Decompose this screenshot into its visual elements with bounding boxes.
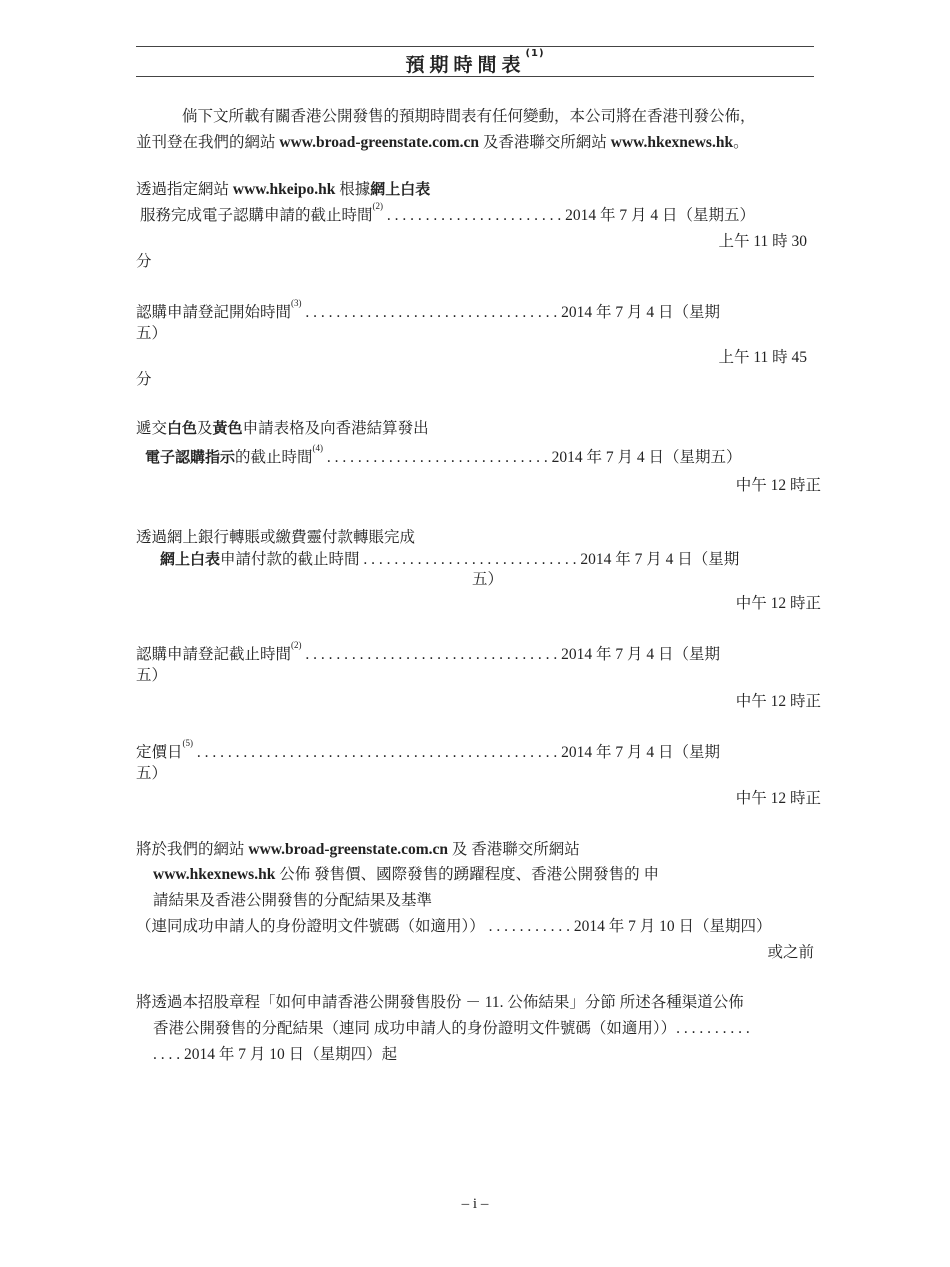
dot-leader: . . . . . . . . . . . . . . . . . . . . . . . xyxy=(383,207,566,224)
entry-3-time: 中午 12 時正 xyxy=(735,595,821,612)
entry-6-date: 2014 年 7 月 10 日（星期四） xyxy=(573,918,772,935)
entry-6-line-4: （連同成功申請人的身份證明文件號碼（如適用）） . . . . . . . . . . . 2014 年 7 月 10 日（星期四） xyxy=(136,918,772,935)
entry-2-time: 中午 12 時正 xyxy=(735,477,821,494)
entry-0-heading: 透過指定網站 www.hkeipo.hk 根據網上白表 xyxy=(136,180,431,198)
dot-leader: . . . . . . . . . . . . . . . . . . . . . . . . . . . . xyxy=(359,551,581,568)
entry-3-heading: 透過網上銀行轉賬或繳費靈付款轉賬完成 xyxy=(136,529,416,546)
dot-leader: . . . . . . . . . . . . . . . . . . . . . . . . . . . . . . . . . . . . . . . . . . . . . . . xyxy=(193,744,562,761)
entry-2-heading: 遞交白色及黃色申請表格及向香港結算發出 xyxy=(136,419,429,437)
entry-6-time: 或之前 xyxy=(767,944,814,961)
entry-7-line-3: . . . . 2014 年 7 月 10 日（星期四）起 xyxy=(153,1046,398,1063)
entry-4-date-wrap: 五） xyxy=(136,667,168,684)
entry-0-line: 服務完成電子認購申請的截止時間$^{(2)}$ . . . . . . . . . . . . . . . . . . . . . . . 2014 年 7 月 4 日（星期五） xyxy=(140,201,756,224)
entry-4-line: 認購申請登記截止時間$^{(2)}$ . . . . . . . . . . . . . . . . . . . . . . . . . . . . . . . . . 2014 年 7 月 4 日（星期 xyxy=(136,640,721,663)
entry-5-time: 中午 12 時正 xyxy=(735,790,821,807)
company-website-link-2[interactable]: www.broad-greenstate.com.cn xyxy=(248,841,448,858)
hkex-website-link[interactable]: www.hkexnews.hk xyxy=(610,134,734,151)
page-title: 預期時間表$^{(1)}$ xyxy=(405,48,545,76)
entry-1-date-wrap: 五） xyxy=(136,325,168,342)
dot-leader: . . . . . . . . . . . xyxy=(484,918,574,935)
entry-2-line: 電子認購指示的截止時間$^{(4)}$ . . . . . . . . . . . . . . . . . . . . . . . . . . . . . 2014 年 7 月 4 日（星期五） xyxy=(145,443,742,466)
hkeipo-website-link[interactable]: www.hkeipo.hk xyxy=(232,181,336,198)
intro-line-2: 並刊登在我們的網站 www.broad-greenstate.com.cn 及香港聯交所網站 www.hkexnews.hk。 xyxy=(136,134,749,151)
title-underline-rule xyxy=(136,76,814,77)
entry-1-time-wrap: 分 xyxy=(136,371,152,388)
entry-1-time: 上午 11 時 45 xyxy=(718,349,807,366)
entry-2-date: 2014 年 7 月 4 日（星期五） xyxy=(551,449,742,466)
entry-6-line-2: www.hkexnews.hk 公佈 發售價、國際發售的踴躍程度、香港公開發售的 申 xyxy=(153,866,659,883)
company-website-link[interactable]: www.broad-greenstate.com.cn xyxy=(279,134,479,151)
entry-3-date: 2014 年 7 月 4 日（星期 xyxy=(580,551,740,568)
dot-leader: . . . . . . . . . . . . . . . . . . . . . . . . . . . . . xyxy=(323,449,552,466)
entry-7-line-2: 香港公開發售的分配結果（連同 成功申請人的身份證明文件號碼（如適用））. . . . . . . . . . xyxy=(153,1020,750,1037)
entry-5-date-wrap: 五） xyxy=(136,765,168,782)
entry-4-date: 2014 年 7 月 4 日（星期 xyxy=(561,646,721,663)
entry-1-line: 認購申請登記開始時間$^{(3)}$ . . . . . . . . . . . . . . . . . . . . . . . . . . . . . . . . . 2014 年 7 月 4 日（星期 xyxy=(136,298,721,321)
entry-5-date: 2014 年 7 月 4 日（星期 xyxy=(561,744,721,761)
entry-6-line-3: 請結果及香港公開發售的分配結果及基準 xyxy=(153,892,433,909)
entry-0-time-wrap: 分 xyxy=(136,253,152,270)
top-rule xyxy=(136,46,814,47)
dot-leader: . . . . . . . . . . . . . . . . . . . . . . . . . . . . . . . . . xyxy=(301,646,562,663)
entry-5-line: 定價日$^{(5)}$ . . . . . . . . . . . . . . . . . . . . . . . . . . . . . . . . . . . . . . . . . . . . . . . 2014 年 7 月 4 日（星期 xyxy=(136,738,721,761)
hkex-website-link-2[interactable]: www.hkexnews.hk xyxy=(153,866,276,883)
entry-3-date-wrap: 五） xyxy=(472,571,504,588)
entry-0-date: 2014 年 7 月 4 日（星期五） xyxy=(565,207,756,224)
entry-7-line-1: 將透過本招股章程「如何申請香港公開發售股份 － 11. 公佈結果」分節 所述各種渠道公佈 xyxy=(136,994,744,1011)
dot-leader: . . . . . . . . . . . . . . . . . . . . . . . . . . . . . . . . . xyxy=(301,304,562,321)
entry-3-line: 網上白表申請付款的截止時間 . . . . . . . . . . . . . . . . . . . . . . . . . . . . 2014 年 7 月 4 日（星期 xyxy=(160,550,740,568)
intro-line-1: 倘下文所載有關香港公開發售的預期時間表有任何變動，本公司將在香港刊發公佈， xyxy=(182,108,756,125)
entry-4-time: 中午 12 時正 xyxy=(735,693,821,710)
entry-1-date: 2014 年 7 月 4 日（星期 xyxy=(561,304,721,321)
entry-6-line-1: 將於我們的網站 www.broad-greenstate.com.cn 及 香港聯交所網站 xyxy=(136,841,580,858)
title-footnote-ref: (1) xyxy=(525,48,545,59)
page-number: – i – xyxy=(461,1196,489,1212)
entry-0-time: 上午 11 時 30 xyxy=(718,233,807,250)
